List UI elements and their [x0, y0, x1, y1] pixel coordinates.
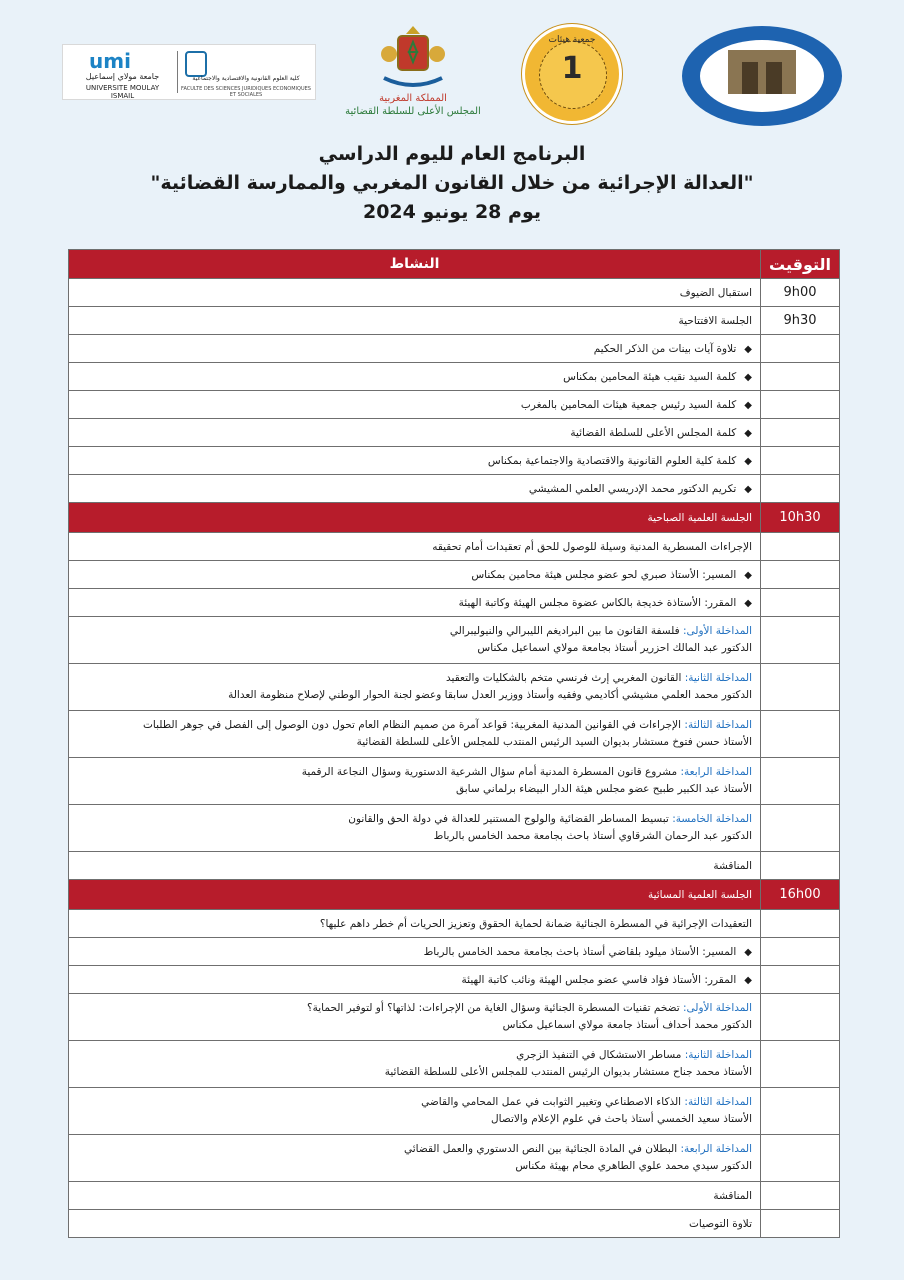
table-row — [69, 335, 840, 363]
time-cell — [761, 664, 840, 711]
time-cell — [761, 966, 840, 994]
activity-cell: ◆كلمة السيد نقيب هيئة المحامين بمكناس — [69, 363, 761, 391]
gold-seal-number: 1 — [561, 51, 583, 86]
discussion-cell: المناقشة — [69, 852, 761, 880]
intervention-label: المداخلة الأولى: — [682, 625, 752, 637]
time-cell — [761, 561, 840, 589]
activity-cell: ◆تكريم الدكتور محمد الإدريسي العلمي المشيشي — [69, 475, 761, 503]
table-row — [69, 664, 840, 711]
program-table — [68, 249, 840, 1238]
activity-cell: ◆كلمة السيد رئيس جمعية هيئات المحامين بالمغرب — [69, 391, 761, 419]
table-row — [69, 711, 840, 758]
table-row — [69, 363, 840, 391]
table-row — [69, 561, 840, 589]
umi-latin-name: UNIVERSITE MOULAY ISMAIL — [85, 84, 160, 100]
table-header-row — [69, 250, 840, 279]
time-cell — [761, 805, 840, 852]
session-title: الجلسة العلمية المسائية — [69, 880, 761, 910]
intervention-cell — [69, 1041, 761, 1088]
intervention-cell — [69, 1088, 761, 1135]
session-title: الجلسة العلمية الصباحية — [69, 503, 761, 533]
table-row — [69, 279, 840, 307]
table-row — [69, 447, 840, 475]
activity-column-header: النشاط — [69, 250, 761, 279]
session-header-row — [69, 503, 840, 533]
intervention-cell — [69, 617, 761, 664]
intervention-label: المداخلة الخامسة: — [672, 813, 752, 825]
session-theme: الإجراءات المسطرية المدنية وسيلة للوصول للحق أم تعقيدات أمام تحقيقه — [69, 533, 761, 561]
table-row — [69, 1041, 840, 1088]
council-caption: المجلس الأعلى للسلطة القضائية — [345, 106, 481, 117]
intervention-cell — [69, 758, 761, 805]
time-cell — [761, 1088, 840, 1135]
diamond-bullet-icon: ◆ — [744, 974, 752, 986]
diamond-bullet-icon: ◆ — [744, 455, 752, 467]
diamond-bullet-icon: ◆ — [744, 427, 752, 439]
session-theme: التعقيدات الإجرائية في المسطرة الجنائية ضمانة لحماية الحقوق وتعزيز الحريات أم خطر داهم عليها؟ — [69, 910, 761, 938]
activity-cell: ◆المسير: الأستاذ صبري لحو عضو مجلس هيئة محامين بمكناس — [69, 561, 761, 589]
activity-cell: الجلسة الافتتاحية — [69, 307, 761, 335]
intervention-title: تضخم تقنيات المسطرة الجنائية وسؤال الغاية من الإجراءات: لذاتها؟ أو لتوفير الحماية؟ — [307, 1002, 680, 1014]
time-cell — [761, 391, 840, 419]
faculty-latin-name: FACULTE DES SCIENCES JURIDIQUES ECONOMIQUES ET SOCIALES — [181, 86, 311, 98]
time-cell — [761, 1041, 840, 1088]
session-header-row — [69, 880, 840, 910]
time-cell — [761, 1210, 840, 1238]
table-row — [69, 1210, 840, 1238]
time-cell — [761, 758, 840, 805]
time-cell — [761, 617, 840, 664]
intervention-title: الإجراءات في القوانين المدنية المغربية: قواعد آمرة من صميم النظام العام تحول دون الوصول إلى الفصل في جوهر الطلبات — [143, 719, 682, 731]
intervention-label: المداخلة الثالثة: — [684, 1096, 752, 1108]
diamond-bullet-icon: ◆ — [744, 399, 752, 411]
table-row — [69, 1182, 840, 1210]
umi-arabic-name: جامعة مولاي إسماعيل — [85, 72, 160, 81]
time-cell: 16h00 — [761, 880, 840, 910]
intervention-cell — [69, 711, 761, 758]
table-row — [69, 910, 840, 938]
intervention-label: المداخلة الثانية: — [684, 1049, 752, 1061]
activity-cell: ◆المسير: الأستاذ ميلود بلقاضي أستاذ باحث بجامعة محمد الخامس بالرباط — [69, 938, 761, 966]
activity-cell: ◆المقرر: الأستاذ فؤاد فاسي عضو مجلس الهيئة ونائب كاتبة الهيئة — [69, 966, 761, 994]
intervention-title: تبسيط المساطر القضائية والولوج المستنير للعدالة في دولة الحق والقانون — [348, 813, 669, 825]
speaker: الأستاذ حسن فتوخ مستشار بديوان السيد الرئيس المنتدب للمجلس الأعلى للسلطة القضائية — [356, 736, 752, 748]
table-row — [69, 533, 840, 561]
diamond-bullet-icon: ◆ — [744, 597, 752, 609]
table-row — [69, 1088, 840, 1135]
activity-cell: استقبال الضيوف — [69, 279, 761, 307]
intervention-title: مساطر الاستشكال في التنفيذ الزجري — [516, 1049, 682, 1061]
kingdom-caption: المملكة المغربية — [379, 93, 447, 104]
activity-cell: ◆تلاوة آيات بينات من الذكر الحكيم — [69, 335, 761, 363]
program-date: يوم 28 يونيو 2024 — [362, 201, 541, 223]
speaker: الأستاذ عبد الكبير طبيح عضو مجلس هيئة الدار البيضاء برلماني سابق — [456, 783, 752, 795]
intervention-label: المداخلة الأولى: — [682, 1002, 752, 1014]
time-cell: 9h00 — [761, 279, 840, 307]
faculty-building-icon — [185, 51, 207, 77]
intervention-cell — [69, 994, 761, 1041]
table-row — [69, 938, 840, 966]
intervention-cell — [69, 664, 761, 711]
gold-seal-text: جمعية هيئات — [548, 35, 596, 45]
time-column-header: التوقيت — [761, 250, 840, 279]
time-cell — [761, 938, 840, 966]
intervention-title: مشروع قانون المسطرة المدنية أمام سؤال الشرعية الدستورية وسؤال النجاعة الرقمية — [301, 766, 678, 778]
intervention-cell — [69, 805, 761, 852]
time-cell — [761, 475, 840, 503]
time-cell — [761, 363, 840, 391]
table-row — [69, 758, 840, 805]
table-row — [69, 994, 840, 1041]
intervention-title: البطلان في المادة الجنائية بين النص الدستوري والعمل القضائي — [404, 1143, 678, 1155]
intervention-title: الذكاء الاصطناعي وتغيير الثوابت في عمل المحامي والقاضي — [421, 1096, 682, 1108]
discussion-cell: المناقشة — [69, 1182, 761, 1210]
program-title: البرنامج العام لليوم الدراسي — [318, 143, 586, 165]
time-cell — [761, 533, 840, 561]
time-cell — [761, 419, 840, 447]
program-theme: "العدالة الإجرائية من خلال القانون المغربي والممارسة القضائية" — [150, 172, 754, 194]
diamond-bullet-icon: ◆ — [744, 371, 752, 383]
table-row — [69, 589, 840, 617]
table-row — [69, 391, 840, 419]
diamond-bullet-icon: ◆ — [744, 946, 752, 958]
logo-divider — [177, 51, 178, 93]
time-cell — [761, 994, 840, 1041]
time-cell: 10h30 — [761, 503, 840, 533]
time-cell — [761, 447, 840, 475]
bar-association-gold-seal — [522, 24, 622, 124]
speaker: الدكتور محمد أحداف أستاذ جامعة مولاي اسماعيل مكناس — [502, 1019, 752, 1031]
speaker: الأستاذ سعيد الخمسي أستاذ باحث في علوم الإعلام والاتصال — [491, 1113, 752, 1125]
time-cell — [761, 711, 840, 758]
intervention-cell — [69, 1135, 761, 1182]
table-row — [69, 307, 840, 335]
table-row — [69, 805, 840, 852]
time-cell — [761, 852, 840, 880]
meknes-bar-blue-seal-icon — [680, 24, 844, 128]
time-cell — [761, 910, 840, 938]
diamond-bullet-icon: ◆ — [744, 343, 752, 355]
speaker: الدكتور محمد العلمي مشيشي أكاديمي وفقيه وأستاذ ووزير العدل سابقا وعضو لجنة الحوار الوطني لإصلاح منظومة العدالة — [228, 689, 752, 701]
time-cell: 9h30 — [761, 307, 840, 335]
speaker: الدكتور عبد المالك احزرير أستاذ بجامعة مولاي اسماعيل مكناس — [477, 642, 752, 654]
table-row — [69, 1135, 840, 1182]
table-row — [69, 966, 840, 994]
intervention-label: المداخلة الرابعة: — [680, 766, 752, 778]
intervention-label: المداخلة الثالثة: — [684, 719, 752, 731]
activity-cell: ◆كلمة المجلس الأعلى للسلطة القضائية — [69, 419, 761, 447]
time-cell — [761, 335, 840, 363]
logos-bar — [0, 0, 904, 135]
activity-cell: ◆المقرر: الأستاذة خديجة بالكاس عضوة مجلس الهيئة وكاتبة الهيئة — [69, 589, 761, 617]
table-row — [69, 475, 840, 503]
moroccan-coat-of-arms-icon — [378, 22, 448, 94]
table-row — [69, 419, 840, 447]
activity-cell: ◆كلمة كلية العلوم القانونية والاقتصادية والاجتماعية بمكناس — [69, 447, 761, 475]
umi-wordmark: umi — [89, 49, 131, 73]
diamond-bullet-icon: ◆ — [744, 569, 752, 581]
speaker: الدكتور عبد الرحمان الشرقاوي أستاذ باحث بجامعة محمد الخامس بالرباط — [433, 830, 752, 842]
recommendations-cell: تلاوة التوصيات — [69, 1210, 761, 1238]
time-cell — [761, 1135, 840, 1182]
speaker: الدكتور سيدي محمد علوي الطاهري محام بهيئة مكناس — [515, 1160, 752, 1172]
diamond-bullet-icon: ◆ — [744, 483, 752, 495]
intervention-title: فلسفة القانون ما بين البراديغم الليبرالي والنيوليبرالي — [449, 625, 680, 637]
faculty-arabic-name: كلية العلوم القانونية والاقتصادية والاجتماعية — [192, 75, 300, 82]
intervention-title: القانون المغربي إرث فرنسي متخم بالشكليات والتعقيد — [446, 672, 682, 684]
table-row — [69, 852, 840, 880]
intervention-label: المداخلة الرابعة: — [680, 1143, 752, 1155]
table-row — [69, 617, 840, 664]
intervention-label: المداخلة الثانية: — [684, 672, 752, 684]
speaker: الأستاذ محمد جناح مستشار بديوان الرئيس المنتدب للمجلس الأعلى للسلطة القضائية — [384, 1066, 752, 1078]
time-cell — [761, 1182, 840, 1210]
umi-faculty-logo — [62, 44, 316, 100]
time-cell — [761, 589, 840, 617]
